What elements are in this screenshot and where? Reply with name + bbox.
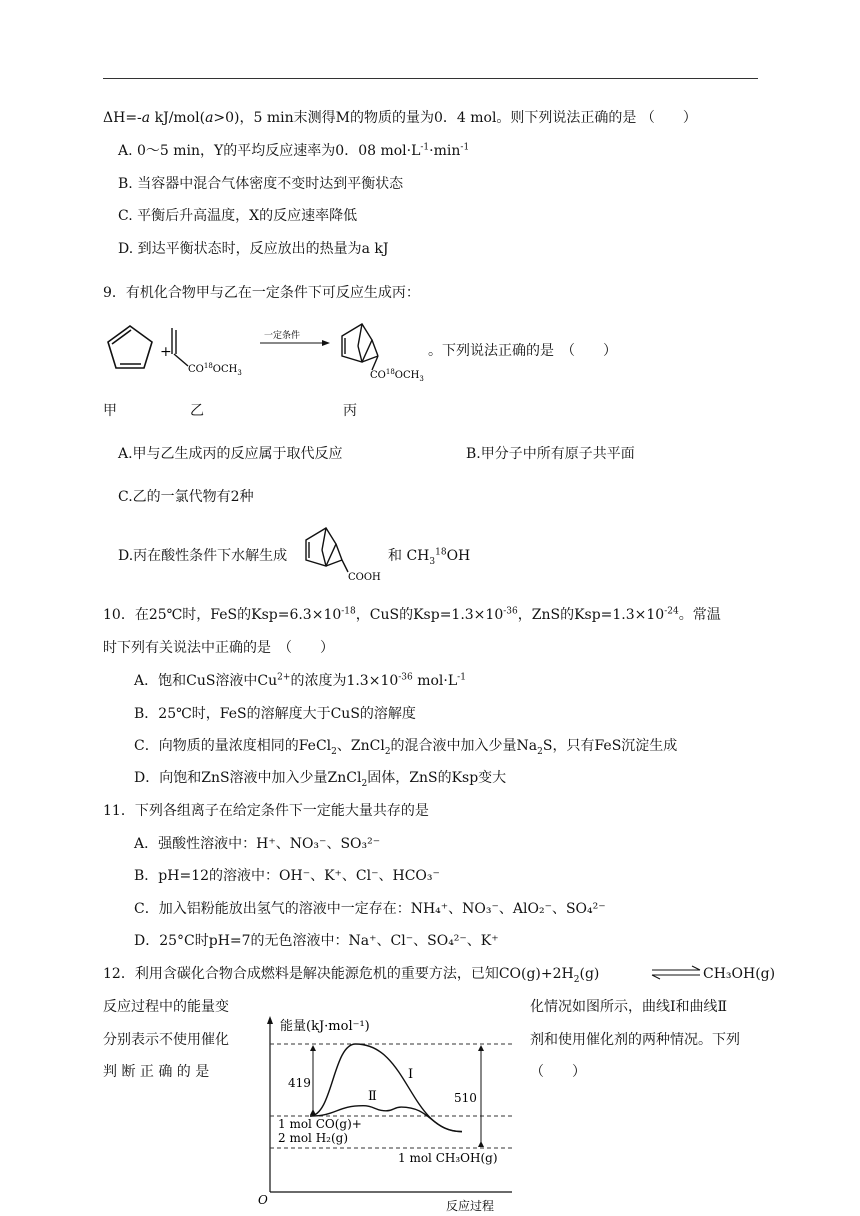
reactant-label-2: 2 mol H₂(g) — [278, 1131, 349, 1145]
q9-option-d-text: D.丙在酸性条件下水解生成 — [118, 548, 288, 564]
cyclopentadiene-structure — [108, 326, 152, 368]
q12-line4-right: （ ） — [530, 1064, 586, 1080]
acrylate-structure — [172, 328, 188, 366]
q10-option-d: D．向饱和ZnS溶液中加入少量ZnCl$_2$固体，ZnS的Ksp变大 — [134, 770, 507, 789]
q11-option-d: D．25°C时pH=7的无色溶液中：Na⁺、Cl⁻、SO₄²⁻、K⁺ — [134, 933, 499, 949]
label-yi: 乙 — [190, 403, 204, 419]
q12-product: CH₃OH(g) — [703, 966, 776, 982]
reactant-label: 1 mol CO(g)+ — [278, 1117, 362, 1131]
q10-stem-2: 时下列有关说法中正确的是 （ ） — [103, 640, 334, 656]
q11-option-b: B．pH=12的溶液中：OH⁻、K⁺、Cl⁻、HCO₃⁻ — [134, 868, 440, 884]
release-value-label: 510 — [454, 1091, 477, 1105]
q8-option-c: C. 平衡后升高温度，X的反应速率降低 — [118, 208, 358, 224]
product-label: 1 mol CH₃OH(g) — [398, 1151, 498, 1165]
origin-label: O — [258, 1193, 268, 1207]
q9-option-d-methanol: 和 $CH_3^{18}OH$ — [388, 547, 471, 567]
acrylate-ester-label: $CO^{18}OCH_3$ — [188, 362, 242, 377]
q11-option-c: C．加入铝粉能放出氢气的溶液中一定存在：NH₄⁺、NO₃⁻、AlO₂⁻、SO₄²⁻ — [134, 901, 606, 917]
q11-option-a: A．强酸性溶液中：H⁺、NO₃⁻、SO₃²⁻ — [134, 836, 381, 852]
curve-i-label: Ⅰ — [408, 1067, 414, 1082]
q12-stem: 12．利用含碳化合物合成燃料是解决能源危机的重要方法，已知$CO(g)+2H_2(g)$ — [103, 966, 600, 985]
equilibrium-arrow — [650, 963, 702, 983]
q9-option-b: B.甲分子中所有原子共平面 — [466, 446, 635, 462]
label-bing: 丙 — [343, 403, 357, 419]
energy-diagram — [250, 1012, 518, 1212]
q12-line4-left: 判 断 正 确 的 是 — [103, 1064, 210, 1080]
q12-line2-left: 反应过程中的能量变 — [103, 999, 229, 1015]
q8-option-a: A. 0～5 min，Y的平均反应速率为0．08 $mol\cdot L^{-1}\cdot\min^{-1}$ — [118, 142, 470, 159]
reaction-scheme — [100, 316, 440, 388]
q10-stem-1: 10．在25℃时，FeS的$Ksp=6.3\times 10^{-18}$，CuS的$Ksp=1.3\times 10^{-36}$，ZnS的$Ksp=1.3\times 10^{-24}$。常温 — [103, 606, 721, 623]
q9-stem: 9．有机化合物甲与乙在一定条件下可反应生成丙： — [103, 285, 420, 301]
product-ester-label: $CO^{18}OCH_3$ — [370, 368, 424, 383]
q12-line3-right: 剂和使用催化剂的两种情况。下列 — [530, 1032, 740, 1048]
x-axis-label: 反应过程 — [446, 1199, 495, 1212]
norbornene-structure — [342, 324, 378, 370]
header-rule — [103, 78, 758, 79]
label-jia: 甲 — [103, 403, 117, 419]
q10-option-c: C．向物质的量浓度相同的FeCl$_2$、ZnCl$_2$的混合液中加入少量$Na_2S$，只有FeS沉淀生成 — [134, 738, 678, 757]
curve-ii-label: Ⅱ — [368, 1089, 377, 1104]
q12-line2-right: 化情况如图所示，曲线Ⅰ和曲线Ⅱ — [530, 999, 728, 1015]
q10-option-a: A．饱和CuS溶液中$Cu^{2+}$的浓度为$1.3\times 10^{-36}$ $mol\cdot L^{-1}$ — [134, 672, 466, 689]
reaction-condition: 一定条件 — [264, 331, 301, 341]
q8-option-d: D. 到达平衡状态时，反应放出的热量为a kJ — [118, 241, 389, 257]
q10-option-b: B．25℃时，FeS的溶解度大于CuS的溶解度 — [134, 706, 416, 722]
q12-line3-left: 分别表示不使用催化 — [103, 1032, 229, 1048]
hydrolysis-product-structure — [298, 522, 388, 584]
plus-sign: + — [160, 344, 172, 360]
q8-stem: ΔH=-a kJ/mol(a>0)，5 min末测得M的物质的量为0．4 mol。则下列说法正确的是 （ ） — [103, 110, 697, 126]
q8-option-b: B. 当容器中混合气体密度不变时达到平衡状态 — [118, 176, 404, 192]
q9-option-c: C.乙的一氯代物有2种 — [118, 489, 254, 505]
acid-group-label: COOH — [348, 572, 381, 583]
q9-stem-tail: 。下列说法正确的是 （ ） — [428, 343, 617, 359]
y-axis-label: 能量(kJ·mol⁻¹) — [280, 1019, 370, 1034]
q9-option-a: A.甲与乙生成丙的反应属于取代反应 — [118, 446, 343, 462]
q11-stem: 11．下列各组离子在给定条件下一定能大量共存的是 — [103, 803, 429, 819]
barrier-value-label: 419 — [288, 1076, 311, 1090]
